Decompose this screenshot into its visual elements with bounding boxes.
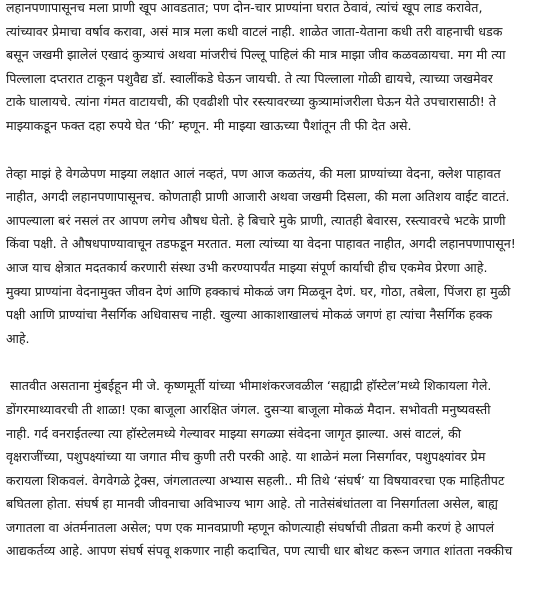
text-line: बघितला होता. संघर्ष हा मानवी जीवनाचा अविभाज्य भाग आहे. तो नातेसंबंधांतला वा निसर्गातला असेल, बाह्य (6, 496, 498, 512)
paragraph-2 (6, 162, 537, 351)
text-line: आहे. (6, 330, 30, 346)
text-line: जगातला वा अंतर्मनातला असेल; पण एक मानवप्राणी म्हणून कोणत्याही संघर्षाची तीव्रता कमी करणं हे आपलं (6, 519, 495, 535)
text-line: किंवा पक्षी. ते औषधपाण्यावाचून तडफडून मरतात. मला त्यांच्या या वेदना पाहावत नाहीत, अगदी लहानपणापासून! (6, 236, 516, 252)
text-line: लहानपणापासूनच मला प्राणी खूप आवडतात; पण दोन-चार प्राण्यांना घरात ठेवावं, त्यांचं खूप लाड करावेत, (6, 0, 483, 15)
paragraph-3 (6, 374, 537, 563)
text-line: आज याच क्षेत्रात मदतकार्य करणारी संस्था उभी करण्यापर्यंत माझ्या संपूर्ण कार्याची हीच एकमेव प्रेरणा आहे. (6, 259, 488, 275)
text-line: त्यांच्यावर प्रेमाचा वर्षाव करावा, असं मात्र मला कधी वाटलं नाही. शाळेत जाता-येताना कधी तरी वाहनाची धडक (6, 23, 503, 39)
text-line: आपल्याला बरं नसलं तर आपण लगेच औषध घेतो. हे बिचारे मुके प्राणी, त्यातही बेवारस, रस्त्यावरचे भटके प्राणी (6, 212, 506, 228)
text-line: आद्यकर्तव्य आहे. आपण संघर्ष संपवू शकणार नाही कदाचित, पण त्याची धार बोथट करून जगात शांतता नक्कीच (6, 543, 513, 559)
text-line: माझ्याकडून फक्त दहा रुपये घेत ‘फी’ म्हणून. मी माझ्या खाऊच्या पैशांतून ती फी देत असे. (6, 117, 412, 133)
text-line: तेव्हा माझं हे वेगळेपण माझ्या लक्षात आलं नव्हतं, पण आज कळतंय, की मला प्राण्यांच्या वेदना, क्लेश पाहावत (6, 165, 501, 181)
text-line: टाके घालायचे. त्यांना गंमत वाटायची, की एवढीशी पोर रस्त्यावरच्या कुत्र्यामांजरीला घेऊन येते उपचारासाठी! ते (6, 94, 496, 110)
text-line: वृक्षराजींच्या, पशुपक्ष्यांच्या या जगात मीच कुणी तरी परकी आहे. या शाळेनं मला निसर्गावर, पशुपक्ष्यांवर प्रेम (6, 449, 486, 465)
text-line: मुक्या प्राण्यांना वेदनामुक्त जीवन देणं आणि हक्काचं मोकळं जग मिळवून देणं. घर, गोठा, तबेला, पिंजरा हा मुळी (6, 283, 511, 299)
text-line: पक्षी आणि प्राण्यांचा नैसर्गिक अधिवासच नाही. खुल्या आकाशाखालचं मोकळं जगणं हा त्यांचा नैसर्गिक हक्क (6, 307, 493, 323)
text-line: डोंगरमाथ्यावरची ती शाळा! एका बाजूला आरक्षित जंगल. दुसऱ्या बाजूला मोकळं मैदान. सभोवती मनुष्यवस्ती (6, 401, 491, 417)
text-line: नाहीत, अगदी लहानपणापासूनच. कोणताही प्राणी आजारी अथवा जखमी दिसला, की मला अतिशय वाईट वाटतं. (6, 189, 510, 205)
text-line: करायला शिकवलं. वेगवेगळे ट्रेक्स, जंगलातल्या अभ्यास सहली.. मी तिथे ‘संघर्ष’ या विषयावरचा एक माहितीपट (6, 472, 505, 488)
text-line: सातवीत असताना मुंबईहून मी जे. कृष्णमूर्ती यांच्या भीमाशंकरजवळील ‘सह्याद्री हॉस्टेल’मध्ये शिकायला गेले. (10, 378, 492, 394)
text-line: पिल्लाला दप्तरात टाकून पशुवैद्य डॉ. स्वालींकडे घेऊन जायची. ते त्या पिल्लाला गोळी द्यायचे, त्याच्या जखमेवर (6, 70, 493, 86)
text-line: बसून जखमी झालेलं एखादं कुत्र्याचं अथवा मांजरीचं पिल्लू पाहिलं की मात्र माझा जीव कळवळायचा. मग मी त्या (6, 47, 506, 63)
paragraph-1 (6, 0, 537, 138)
text-line: नाही. गर्द वनराईतल्या त्या हॉस्टेलमध्ये गेल्यावर माझ्या सगळ्या संवेदना जागृत झाल्या. असं वाटलं, की (6, 425, 462, 441)
